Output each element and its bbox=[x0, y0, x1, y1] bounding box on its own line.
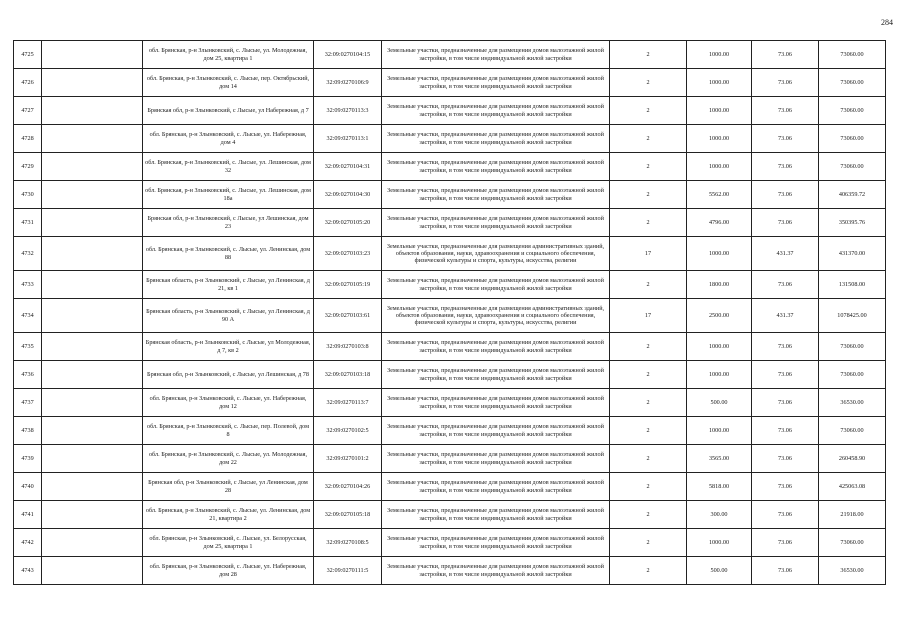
table-row bbox=[14, 557, 886, 585]
permitted-use-cell: Земельные участки, предназначенные для размещения домов малоэтажной жилой застройки, в том числе индивидуальной жилой застройки bbox=[382, 69, 610, 97]
cadastral-value-cell: 1078425.00 bbox=[819, 299, 886, 333]
specific-value-cell: 73.06 bbox=[752, 333, 819, 361]
area-cell: 300.00 bbox=[687, 501, 752, 529]
address-cell: обл. Брянская, р-н Злынковский, с. Лысые, пер. Октябрьский, дом 14 bbox=[143, 69, 314, 97]
row-number-cell: 4726 bbox=[14, 69, 42, 97]
table-row bbox=[14, 445, 886, 473]
permitted-use-cell: Земельные участки, предназначенные для размещения домов малоэтажной жилой застройки, в том числе индивидуальной жилой застройки bbox=[382, 181, 610, 209]
area-cell: 1000.00 bbox=[687, 41, 752, 69]
group-cell: 2 bbox=[610, 389, 687, 417]
specific-value-cell: 73.06 bbox=[752, 445, 819, 473]
specific-value-cell: 73.06 bbox=[752, 271, 819, 299]
row-number-cell: 4736 bbox=[14, 361, 42, 389]
group-cell: 2 bbox=[610, 501, 687, 529]
specific-value-cell: 73.06 bbox=[752, 501, 819, 529]
cadastral-value-cell: 36530.00 bbox=[819, 389, 886, 417]
cadastral-number-cell: 32:09:0270104:15 bbox=[314, 41, 382, 69]
row-number-cell: 4732 bbox=[14, 237, 42, 271]
cadastral-value-cell: 73060.00 bbox=[819, 361, 886, 389]
area-cell: 1000.00 bbox=[687, 417, 752, 445]
cadastral-number-cell: 32:09:0270104:30 bbox=[314, 181, 382, 209]
cadastral-number-cell: 32:09:0270108:5 bbox=[314, 529, 382, 557]
cadastral-value-cell: 431370.00 bbox=[819, 237, 886, 271]
permitted-use-cell: Земельные участки, предназначенные для размещения домов малоэтажной жилой застройки, в том числе индивидуальной жилой застройки bbox=[382, 271, 610, 299]
specific-value-cell: 73.06 bbox=[752, 417, 819, 445]
table-row bbox=[14, 529, 886, 557]
group-cell: 2 bbox=[610, 417, 687, 445]
group-cell: 17 bbox=[610, 237, 687, 271]
address-cell: обл. Брянская, р-н Злынковский, с. Лысые, пер. Полевой, дом 8 bbox=[143, 417, 314, 445]
address-cell: обл. Брянская, р-н Злынковский, с. Лысые, ул. Набережная, дом 4 bbox=[143, 125, 314, 153]
permitted-use-cell: Земельные участки, предназначенные для размещения административных зданий, объектов образования, науки, здравоохранения и социального обеспечения, физической культуры и спорта, культуры, искусства, религии bbox=[382, 299, 610, 333]
cadastral-value-cell: 260458.90 bbox=[819, 445, 886, 473]
cadastral-number-cell: 32:09:0270113:7 bbox=[314, 389, 382, 417]
address-cell: обл. Брянская, р-н Злынковский, с. Лысые, ул. Молодежная, дом 25, квартира 1 bbox=[143, 41, 314, 69]
group-cell: 2 bbox=[610, 529, 687, 557]
table-row bbox=[14, 473, 886, 501]
blank-cell bbox=[42, 333, 143, 361]
address-cell: Брянская область, р-н Злынковский, с Лысые, ул Молодежная, д 7, кв 2 bbox=[143, 333, 314, 361]
area-cell: 5562.00 bbox=[687, 181, 752, 209]
row-number-cell: 4727 bbox=[14, 97, 42, 125]
group-cell: 2 bbox=[610, 271, 687, 299]
group-cell: 2 bbox=[610, 125, 687, 153]
cadastral-value-cell: 350395.76 bbox=[819, 209, 886, 237]
row-number-cell: 4742 bbox=[14, 529, 42, 557]
group-cell: 2 bbox=[610, 557, 687, 585]
blank-cell bbox=[42, 529, 143, 557]
group-cell: 2 bbox=[610, 41, 687, 69]
table-row bbox=[14, 389, 886, 417]
area-cell: 2500.00 bbox=[687, 299, 752, 333]
specific-value-cell: 73.06 bbox=[752, 557, 819, 585]
address-cell: обл. Брянская, р-н Злынковский, с. Лысые, ул. Набережная, дом 12 bbox=[143, 389, 314, 417]
address-cell: обл. Брянская, р-н Злынковский, с. Лысые, ул. Ленинская, дом 88 bbox=[143, 237, 314, 271]
address-cell: Брянская обл, р-н Злынковский, с Лысые, ул Набережная, д 7 bbox=[143, 97, 314, 125]
permitted-use-cell: Земельные участки, предназначенные для размещения домов малоэтажной жилой застройки, в том числе индивидуальной жилой застройки bbox=[382, 473, 610, 501]
address-cell: обл. Брянская, р-н Злынковский, с. Лысые, ул. Ленинская, дом 21, квартира 2 bbox=[143, 501, 314, 529]
table-row bbox=[14, 153, 886, 181]
address-cell: Брянская обл, р-н Злынковский, с Лысые, ул Лешинская, д 78 bbox=[143, 361, 314, 389]
group-cell: 2 bbox=[610, 333, 687, 361]
specific-value-cell: 73.06 bbox=[752, 209, 819, 237]
cadastral-number-cell: 32:09:0270113:1 bbox=[314, 125, 382, 153]
row-number-cell: 4731 bbox=[14, 209, 42, 237]
row-number-cell: 4741 bbox=[14, 501, 42, 529]
cadastral-value-cell: 36530.00 bbox=[819, 557, 886, 585]
permitted-use-cell: Земельные участки, предназначенные для размещения домов малоэтажной жилой застройки, в том числе индивидуальной жилой застройки bbox=[382, 153, 610, 181]
address-cell: Брянская область, р-н Злынковский, с Лысые, ул Ленинская, д 90 А bbox=[143, 299, 314, 333]
row-number-cell: 4740 bbox=[14, 473, 42, 501]
blank-cell bbox=[42, 299, 143, 333]
table-row bbox=[14, 125, 886, 153]
blank-cell bbox=[42, 417, 143, 445]
address-cell: обл. Брянская, р-н Злынковский, с. Лысые, ул. Лешинская, дом 32 bbox=[143, 153, 314, 181]
table-row bbox=[14, 97, 886, 125]
area-cell: 500.00 bbox=[687, 389, 752, 417]
area-cell: 1000.00 bbox=[687, 237, 752, 271]
address-cell: Брянская область, р-н Злынковский, с Лысые, ул Ленинская, д 21, кв 1 bbox=[143, 271, 314, 299]
cadastral-number-cell: 32:09:0270104:26 bbox=[314, 473, 382, 501]
area-cell: 5818.00 bbox=[687, 473, 752, 501]
row-number-cell: 4735 bbox=[14, 333, 42, 361]
cadastral-value-cell: 73060.00 bbox=[819, 41, 886, 69]
cadastral-value-cell: 73060.00 bbox=[819, 153, 886, 181]
area-cell: 1800.00 bbox=[687, 271, 752, 299]
group-cell: 2 bbox=[610, 209, 687, 237]
row-number-cell: 4737 bbox=[14, 389, 42, 417]
table-row bbox=[14, 361, 886, 389]
row-number-cell: 4733 bbox=[14, 271, 42, 299]
cadastral-number-cell: 32:09:0270102:5 bbox=[314, 417, 382, 445]
blank-cell bbox=[42, 69, 143, 97]
blank-cell bbox=[42, 389, 143, 417]
table-body bbox=[14, 41, 886, 585]
area-cell: 4796.00 bbox=[687, 209, 752, 237]
cadastral-value-cell: 73060.00 bbox=[819, 333, 886, 361]
cadastral-value-cell: 73060.00 bbox=[819, 69, 886, 97]
row-number-cell: 4725 bbox=[14, 41, 42, 69]
cadastral-number-cell: 32:09:0270111:5 bbox=[314, 557, 382, 585]
permitted-use-cell: Земельные участки, предназначенные для размещения домов малоэтажной жилой застройки, в том числе индивидуальной жилой застройки bbox=[382, 97, 610, 125]
permitted-use-cell: Земельные участки, предназначенные для размещения домов малоэтажной жилой застройки, в том числе индивидуальной жилой застройки bbox=[382, 41, 610, 69]
row-number-cell: 4738 bbox=[14, 417, 42, 445]
group-cell: 2 bbox=[610, 153, 687, 181]
address-cell: обл. Брянская, р-н Злынковский, с. Лысые, ул. Лешинская, дом 18а bbox=[143, 181, 314, 209]
specific-value-cell: 73.06 bbox=[752, 361, 819, 389]
group-cell: 2 bbox=[610, 69, 687, 97]
table-row bbox=[14, 501, 886, 529]
cadastral-number-cell: 32:09:0270105:18 bbox=[314, 501, 382, 529]
permitted-use-cell: Земельные участки, предназначенные для размещения домов малоэтажной жилой застройки, в том числе индивидуальной жилой застройки bbox=[382, 501, 610, 529]
row-number-cell: 4743 bbox=[14, 557, 42, 585]
row-number-cell: 4729 bbox=[14, 153, 42, 181]
cadastral-number-cell: 32:09:0270103:8 bbox=[314, 333, 382, 361]
area-cell: 1000.00 bbox=[687, 361, 752, 389]
area-cell: 1000.00 bbox=[687, 97, 752, 125]
specific-value-cell: 73.06 bbox=[752, 69, 819, 97]
address-cell: обл. Брянская, р-н Злынковский, с. Лысые, ул. Белорусская, дом 25, квартира 1 bbox=[143, 529, 314, 557]
blank-cell bbox=[42, 473, 143, 501]
cadastral-number-cell: 32:09:0270105:20 bbox=[314, 209, 382, 237]
specific-value-cell: 73.06 bbox=[752, 97, 819, 125]
cadastral-number-cell: 32:09:0270113:3 bbox=[314, 97, 382, 125]
table-row bbox=[14, 181, 886, 209]
area-cell: 3565.00 bbox=[687, 445, 752, 473]
table-row bbox=[14, 417, 886, 445]
permitted-use-cell: Земельные участки, предназначенные для размещения домов малоэтажной жилой застройки, в том числе индивидуальной жилой застройки bbox=[382, 529, 610, 557]
blank-cell bbox=[42, 209, 143, 237]
table-row bbox=[14, 69, 886, 97]
group-cell: 2 bbox=[610, 445, 687, 473]
specific-value-cell: 73.06 bbox=[752, 41, 819, 69]
group-cell: 2 bbox=[610, 97, 687, 125]
blank-cell bbox=[42, 557, 143, 585]
area-cell: 500.00 bbox=[687, 557, 752, 585]
blank-cell bbox=[42, 153, 143, 181]
blank-cell bbox=[42, 125, 143, 153]
cadastral-number-cell: 32:09:0270103:23 bbox=[314, 237, 382, 271]
area-cell: 1000.00 bbox=[687, 529, 752, 557]
permitted-use-cell: Земельные участки, предназначенные для размещения домов малоэтажной жилой застройки, в том числе индивидуальной жилой застройки bbox=[382, 333, 610, 361]
area-cell: 1000.00 bbox=[687, 153, 752, 181]
cadastral-number-cell: 32:09:0270106:9 bbox=[314, 69, 382, 97]
group-cell: 2 bbox=[610, 181, 687, 209]
land-plots-table bbox=[13, 40, 886, 585]
permitted-use-cell: Земельные участки, предназначенные для размещения домов малоэтажной жилой застройки, в том числе индивидуальной жилой застройки bbox=[382, 361, 610, 389]
address-cell: обл. Брянская, р-н Злынковский, с. Лысые, ул. Набережная, дом 28 bbox=[143, 557, 314, 585]
address-cell: Брянская обл, р-н Злынковский, с Лысые, ул Лешинская, дом 23 bbox=[143, 209, 314, 237]
permitted-use-cell: Земельные участки, предназначенные для размещения домов малоэтажной жилой застройки, в том числе индивидуальной жилой застройки bbox=[382, 557, 610, 585]
table-row bbox=[14, 209, 886, 237]
table-row bbox=[14, 271, 886, 299]
specific-value-cell: 431.37 bbox=[752, 299, 819, 333]
blank-cell bbox=[42, 181, 143, 209]
area-cell: 1000.00 bbox=[687, 125, 752, 153]
table-row bbox=[14, 333, 886, 361]
row-number-cell: 4730 bbox=[14, 181, 42, 209]
cadastral-number-cell: 32:09:0270101:2 bbox=[314, 445, 382, 473]
blank-cell bbox=[42, 41, 143, 69]
cadastral-number-cell: 32:09:0270103:61 bbox=[314, 299, 382, 333]
group-cell: 2 bbox=[610, 473, 687, 501]
group-cell: 17 bbox=[610, 299, 687, 333]
table-row bbox=[14, 299, 886, 333]
cadastral-number-cell: 32:09:0270105:19 bbox=[314, 271, 382, 299]
row-number-cell: 4739 bbox=[14, 445, 42, 473]
area-cell: 1000.00 bbox=[687, 69, 752, 97]
specific-value-cell: 73.06 bbox=[752, 125, 819, 153]
address-cell: обл. Брянская, р-н Злынковский, с. Лысые, ул. Молодежная, дом 22 bbox=[143, 445, 314, 473]
cadastral-value-cell: 406359.72 bbox=[819, 181, 886, 209]
blank-cell bbox=[42, 271, 143, 299]
specific-value-cell: 431.37 bbox=[752, 237, 819, 271]
permitted-use-cell: Земельные участки, предназначенные для размещения домов малоэтажной жилой застройки, в том числе индивидуальной жилой застройки bbox=[382, 125, 610, 153]
permitted-use-cell: Земельные участки, предназначенные для размещения домов малоэтажной жилой застройки, в том числе индивидуальной жилой застройки bbox=[382, 209, 610, 237]
table-row bbox=[14, 237, 886, 271]
permitted-use-cell: Земельные участки, предназначенные для размещения домов малоэтажной жилой застройки, в том числе индивидуальной жилой застройки bbox=[382, 417, 610, 445]
blank-cell bbox=[42, 445, 143, 473]
row-number-cell: 4734 bbox=[14, 299, 42, 333]
permitted-use-cell: Земельные участки, предназначенные для размещения административных зданий, объектов образования, науки, здравоохранения и социального обеспечения, физической культуры и спорта, культуры, искусства, религии bbox=[382, 237, 610, 271]
cadastral-value-cell: 131508.00 bbox=[819, 271, 886, 299]
blank-cell bbox=[42, 237, 143, 271]
row-number-cell: 4728 bbox=[14, 125, 42, 153]
blank-cell bbox=[42, 501, 143, 529]
specific-value-cell: 73.06 bbox=[752, 181, 819, 209]
specific-value-cell: 73.06 bbox=[752, 389, 819, 417]
table-row bbox=[14, 41, 886, 69]
cadastral-value-cell: 73060.00 bbox=[819, 417, 886, 445]
cadastral-value-cell: 21918.00 bbox=[819, 501, 886, 529]
cadastral-number-cell: 32:09:0270104:31 bbox=[314, 153, 382, 181]
specific-value-cell: 73.06 bbox=[752, 473, 819, 501]
cadastral-value-cell: 73060.00 bbox=[819, 529, 886, 557]
page-number: 284 bbox=[881, 18, 893, 27]
cadastral-value-cell: 425063.08 bbox=[819, 473, 886, 501]
permitted-use-cell: Земельные участки, предназначенные для размещения домов малоэтажной жилой застройки, в том числе индивидуальной жилой застройки bbox=[382, 389, 610, 417]
blank-cell bbox=[42, 361, 143, 389]
address-cell: Брянская обл, р-н Злынковский, с Лысые, ул Ленинская, дом 28 bbox=[143, 473, 314, 501]
cadastral-value-cell: 73060.00 bbox=[819, 125, 886, 153]
specific-value-cell: 73.06 bbox=[752, 529, 819, 557]
permitted-use-cell: Земельные участки, предназначенные для размещения домов малоэтажной жилой застройки, в том числе индивидуальной жилой застройки bbox=[382, 445, 610, 473]
group-cell: 2 bbox=[610, 361, 687, 389]
blank-cell bbox=[42, 97, 143, 125]
cadastral-number-cell: 32:09:0270103:18 bbox=[314, 361, 382, 389]
area-cell: 1000.00 bbox=[687, 333, 752, 361]
cadastral-value-cell: 73060.00 bbox=[819, 97, 886, 125]
specific-value-cell: 73.06 bbox=[752, 153, 819, 181]
